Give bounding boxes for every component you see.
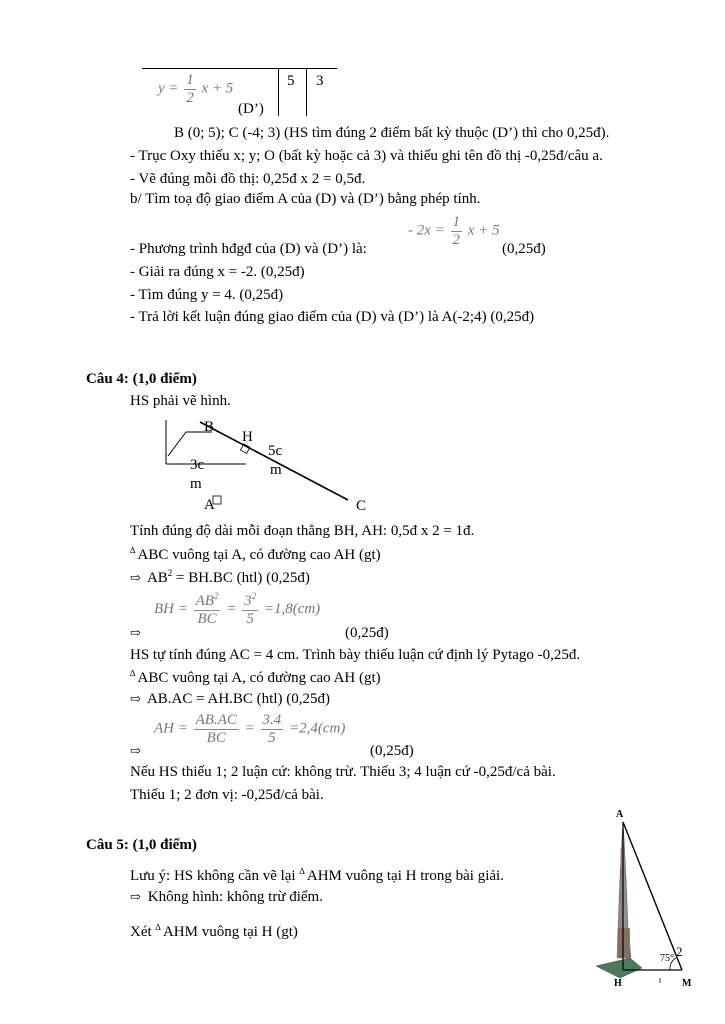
q5-label-h: H bbox=[614, 978, 622, 989]
table-col-divider-2 bbox=[306, 68, 307, 116]
table-top-line bbox=[142, 68, 337, 69]
tower-base bbox=[618, 928, 630, 958]
conclusion-line: - Trả lời kết luận đúng giao điểm của (D) và (D’) là A(-2;4) (0,25đ) bbox=[130, 309, 535, 325]
arrow-icon: ⇨ bbox=[130, 691, 141, 706]
q5-label-m: M bbox=[682, 978, 692, 989]
intersection-equation: - 2x = $\frac{1}{2}$ x + 5 bbox=[408, 214, 500, 248]
q4-line-9: Nếu HS thiếu 1; 2 luận cứ: không trừ. Thiếu 3; 4 luận cứ -0,25đ/cả bài. bbox=[130, 764, 556, 780]
triangle-icon: ∆ bbox=[130, 668, 136, 678]
equation-line: - Phương trình hđgđ của (D) và (D’) là: bbox=[130, 241, 367, 257]
bh-arrow bbox=[130, 624, 144, 642]
q4-line-10: Thiếu 1; 2 đơn vị: -0,25đ/cả bài. bbox=[130, 787, 324, 803]
triangle-icon: ∆ bbox=[299, 866, 305, 876]
table-value-3: 3 bbox=[316, 73, 324, 89]
q5-line-2: ⇨ Không hình: không trừ điểm. bbox=[130, 889, 323, 905]
ah-score: (0,25đ) bbox=[370, 743, 414, 759]
fig-label-a: A bbox=[204, 497, 215, 513]
q5-label-two: 2 bbox=[676, 944, 683, 959]
table-col-divider-1 bbox=[278, 68, 279, 116]
question-4-figure bbox=[150, 410, 380, 520]
fig-slant-line bbox=[168, 432, 186, 456]
ground-base bbox=[596, 958, 642, 978]
fig-label-5cm-a: 5c bbox=[268, 443, 283, 459]
arrow-icon: ⇨ bbox=[130, 889, 141, 904]
axis-note: - Trục Oxy thiếu x; y; O (bất kỳ hoặc cả 3) và thiếu ghi tên đồ thị -0,25đ/câu a. bbox=[130, 148, 603, 164]
graph-score-note: - Vẽ đúng mỗi đồ thị: 0,25đ x 2 = 0,5đ. bbox=[130, 171, 366, 187]
fig-label-3cm-a: 3c bbox=[190, 457, 205, 473]
q4-line-1: Tính đúng độ dài mỗi đoạn thẳng BH, AH: 0,5đ x 2 = 1đ. bbox=[130, 523, 475, 539]
points-line: B (0; 5); C (-4; 3) (HS tìm đúng 2 điểm bất kỳ thuộc (D’) thì cho 0,25đ). bbox=[174, 125, 610, 141]
equation-score: (0,25đ) bbox=[502, 241, 546, 257]
q5-line-1: Lưu ý: HS không cần vẽ lại ∆ AHM vuông tại H trong bài giải. bbox=[130, 866, 504, 884]
q5-line-3: Xét ∆ AHM vuông tại H (gt) bbox=[130, 922, 298, 940]
triangle-icon: ∆ bbox=[155, 922, 161, 932]
ah-formula: AH = $\frac{AB.AC}{BC}$ = $\frac{3.4}{5}$ =2,4(cm) bbox=[154, 712, 346, 746]
solve-x-line: - Giải ra đúng x = -2. (0,25đ) bbox=[130, 264, 305, 280]
bh-score: (0,25đ) bbox=[345, 625, 389, 641]
table-value-5: 5 bbox=[287, 73, 295, 89]
question-4-intro: HS phải vẽ hình. bbox=[130, 393, 231, 409]
q4-line-2: ∆ ABC vuông tại A, có đường cao AH (gt) bbox=[130, 545, 381, 563]
question-5-title: Câu 5: (1,0 điểm) bbox=[86, 837, 197, 853]
q4-line-6: ∆ ABC vuông tại A, có đường cao AH (gt) bbox=[130, 668, 381, 686]
question-4-title: Câu 4: (1,0 điểm) bbox=[86, 371, 197, 387]
q4-line-7: ⇨ AB.AC = AH.BC (htl) (0,25đ) bbox=[130, 691, 330, 707]
solve-y-line: - Tìm đúng y = 4. (0,25đ) bbox=[130, 287, 284, 303]
q4-line-3: ⇨ $AB^2 = BH.BC$ (htl) (0,25đ) bbox=[130, 568, 310, 586]
table-d-label: (D’) bbox=[238, 101, 264, 117]
q4-line-5: HS tự tính đúng AC = 4 cm. Trình bày thiếu luận cứ định lý Pytago -0,25đ. bbox=[130, 647, 581, 663]
fig-label-c: C bbox=[356, 498, 367, 514]
triangle-icon: ∆ bbox=[130, 545, 136, 555]
segment-am bbox=[623, 822, 682, 970]
part-b-title: b/ Tìm toạ độ giao điểm A của (D) và (D’) bằng phép tính. bbox=[130, 191, 481, 207]
fig-label-h: H bbox=[242, 429, 253, 445]
arrow-icon: ⇨ bbox=[130, 743, 141, 758]
arrow-icon: ⇨ bbox=[130, 625, 141, 640]
q5-label-a: A bbox=[616, 809, 624, 820]
bh-formula: BH = $\frac{AB^2}{BC}$ = $\frac{3^2}{5}$ =1,8(cm) bbox=[154, 591, 321, 627]
table-formula: y = $\frac{1}{2}$ x + 5 bbox=[158, 72, 234, 106]
ah-arrow bbox=[130, 742, 144, 760]
fig-label-5cm-b: m bbox=[270, 462, 282, 478]
arrow-icon: ⇨ bbox=[130, 570, 141, 585]
fig-label-3cm-b: m bbox=[190, 476, 202, 492]
q5-label-angle: 75° bbox=[660, 953, 674, 964]
question-5-figure bbox=[590, 808, 700, 993]
fig-label-b: B bbox=[204, 419, 215, 435]
